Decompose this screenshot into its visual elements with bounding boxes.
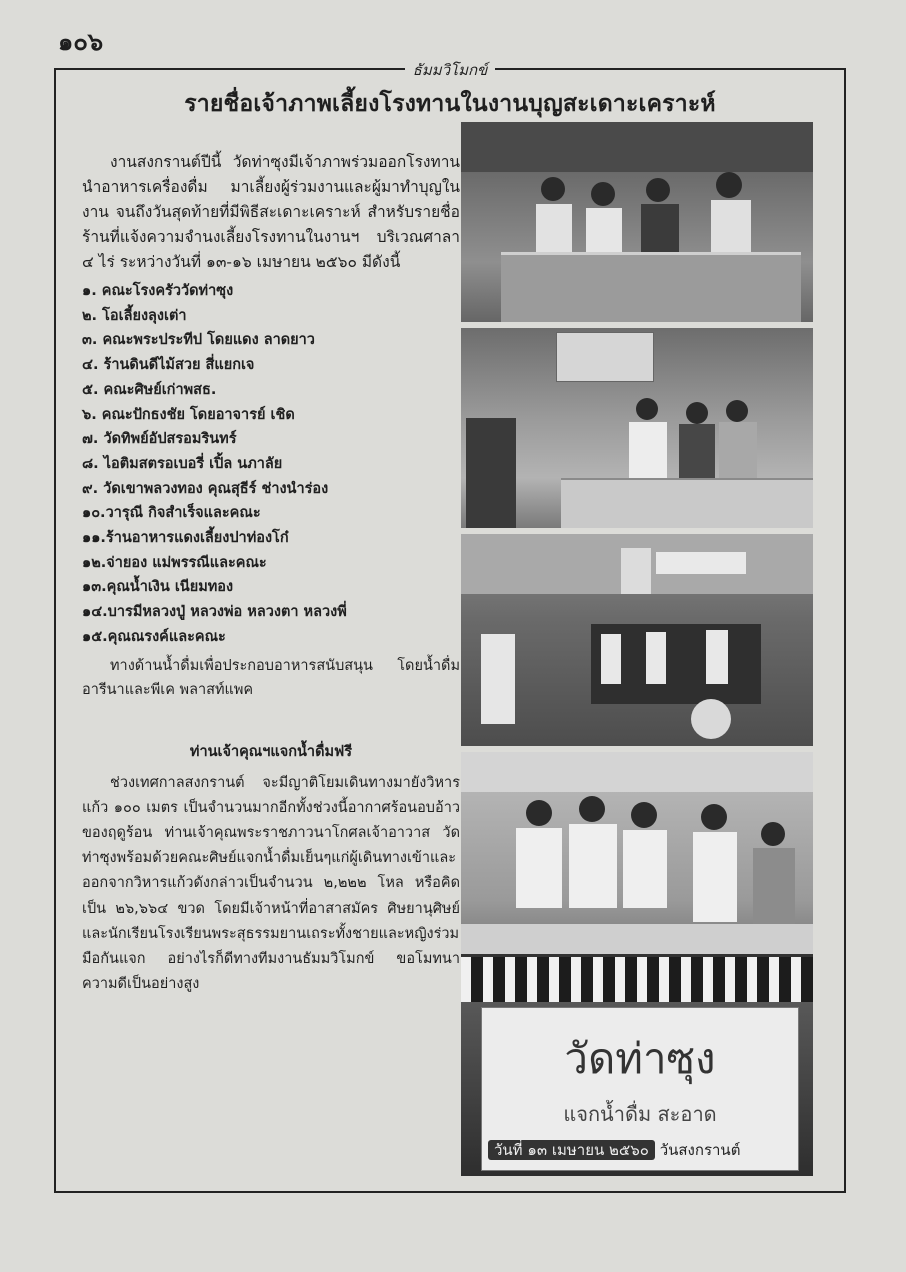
photo-water-giveaway xyxy=(461,752,813,1176)
banner-date: วันที่ ๑๓ เมษายน ๒๕๖๐ xyxy=(488,1140,655,1160)
list-item: ๕. คณะศิษย์เก่าพสธ. xyxy=(82,381,217,398)
banner-date-line xyxy=(488,1138,740,1162)
list-item: ๖. คณะปักธงชัย โดยอาจารย์ เชิด xyxy=(82,406,295,423)
photo-donor-table xyxy=(461,328,813,528)
temple-banner xyxy=(481,1007,799,1171)
drinks-paragraph: ทางด้านน้ำดื่มเพื่อประกอบอาหารสนับสนุน โดยน้ำดื่มอารีนาและพีเค พลาสท์แพค xyxy=(82,657,460,698)
list-item: ๓. คณะพระประทีป โดยแดง ลาดยาว xyxy=(82,332,315,349)
list-item: ๑๐.วารุณี กิจสำเร็จและคณะ xyxy=(82,505,261,522)
banner-free-water: แจกน้ำดื่ม สะอาด xyxy=(563,1102,717,1126)
list-item: ๑. คณะโรงครัววัดท่าซุง xyxy=(82,283,234,299)
list-item: ๑๓.คุณน้ำเงิน เนียมทอง xyxy=(82,579,234,596)
list-item: ๑๔.บารมีหลวงปู่ หลวงพ่อ หลวงตา หลวงพี่ xyxy=(82,604,347,621)
list-item: ๒. โอเลี้ยงลุงเต่า xyxy=(82,307,187,324)
donor-list xyxy=(82,279,460,650)
running-head-text: ธัมมวิโมกข์ xyxy=(405,61,496,79)
list-item: ๘. ไอติมสตรอเบอรี่ เปิ้ล นภาลัย xyxy=(82,455,283,472)
page-number: ๑๐๖ xyxy=(58,27,104,56)
list-item: ๔. ร้านดินดีไม้สวย สี่แยกเจ xyxy=(82,357,255,374)
list-item: ๑๑.ร้านอาหารแดงเลี้ยงปาท่องโก๋ xyxy=(82,530,289,547)
article-title: รายชื่อเจ้าภาพเลี้ยงโรงทานในงานบุญสะเดาะเคราะห์ xyxy=(184,90,716,117)
body-paragraph: ช่วงเทศกาลสงกรานต์ จะมีญาติโยมเดินทางมายังวิหารแก้ว ๑๐๐ เมตร เป็นจำนวนมากอีกทั้งช่วงนี้อากาศร้อนอบอ้าวของฤดูร้อน ท่านเจ้าคุณพระราชภาวนาโกศลเจ้าอาวาส วัดท่าซุงพร้อมด้วยคณะศิษย์แจกน้ำดื่มเย็นๆแก่ผู้เดินทางเข้าและออกจากวิหารแก้วดังกล่าวเป็นจำนวน ๒,๒๒๒ โหล หรือคิดเป็น ๒๖,๖๖๔ ขวด โดยมีเจ้าหน้าที่อาสาสมัคร ศิษยานุศิษย์และนักเรียนโรงเรียนพระสุธรรมยานเถระทั้งชายและหญิงร่วมมือกันแจก อย่างไรก็ดีทางทีมงานธัมมวิโมกข์ ขอโมทนาความดีเป็นอย่างสูง xyxy=(82,774,460,993)
running-head xyxy=(56,58,844,82)
photo-food-stall xyxy=(461,122,813,322)
intro-paragraph: งานสงกรานต์ปีนี้ วัดท่าซุงมีเจ้าภาพร่วมออกโรงทานนำอาหารเครื่องดื่ม มาเลี้ยงผู้ร่วมงานและผู้มาทำบุญในงาน จนถึงวันสุดท้ายที่มีพิธีสะเดาะเคราะห์ สำหรับรายชื่อร้านที่แจ้งความจำนงเลี้ยงโรงทานในงานฯ บริเวณศาลา ๔ ไร่ ระหว่างวันที่ ๑๓-๑๖ เมษายน ๒๕๖๐ มีดังนี้ xyxy=(82,153,460,271)
article-frame xyxy=(54,61,846,1193)
banner-day: วันสงกรานต์ xyxy=(659,1141,741,1159)
photo-column xyxy=(461,122,813,1182)
list-item: ๑๕.คุณณรงค์และคณะ xyxy=(82,628,226,645)
photo-hall-crowd xyxy=(461,534,813,746)
list-item: ๙. วัดเขาพลวงทอง คุณสุธีร์ ช่างนำร่อง xyxy=(82,480,329,497)
banner-temple-name: วัดท่าซุง xyxy=(564,1034,716,1083)
list-item: ๗. วัดทิพย์อัปสรอมรินทร์ xyxy=(82,431,237,448)
sub-heading: ท่านเจ้าคุณฯแจกน้ำดื่มฟรี xyxy=(189,743,353,760)
list-item: ๑๒.จ่ายอง แม่พรรณีและคณะ xyxy=(82,554,267,571)
text-column xyxy=(82,150,460,997)
